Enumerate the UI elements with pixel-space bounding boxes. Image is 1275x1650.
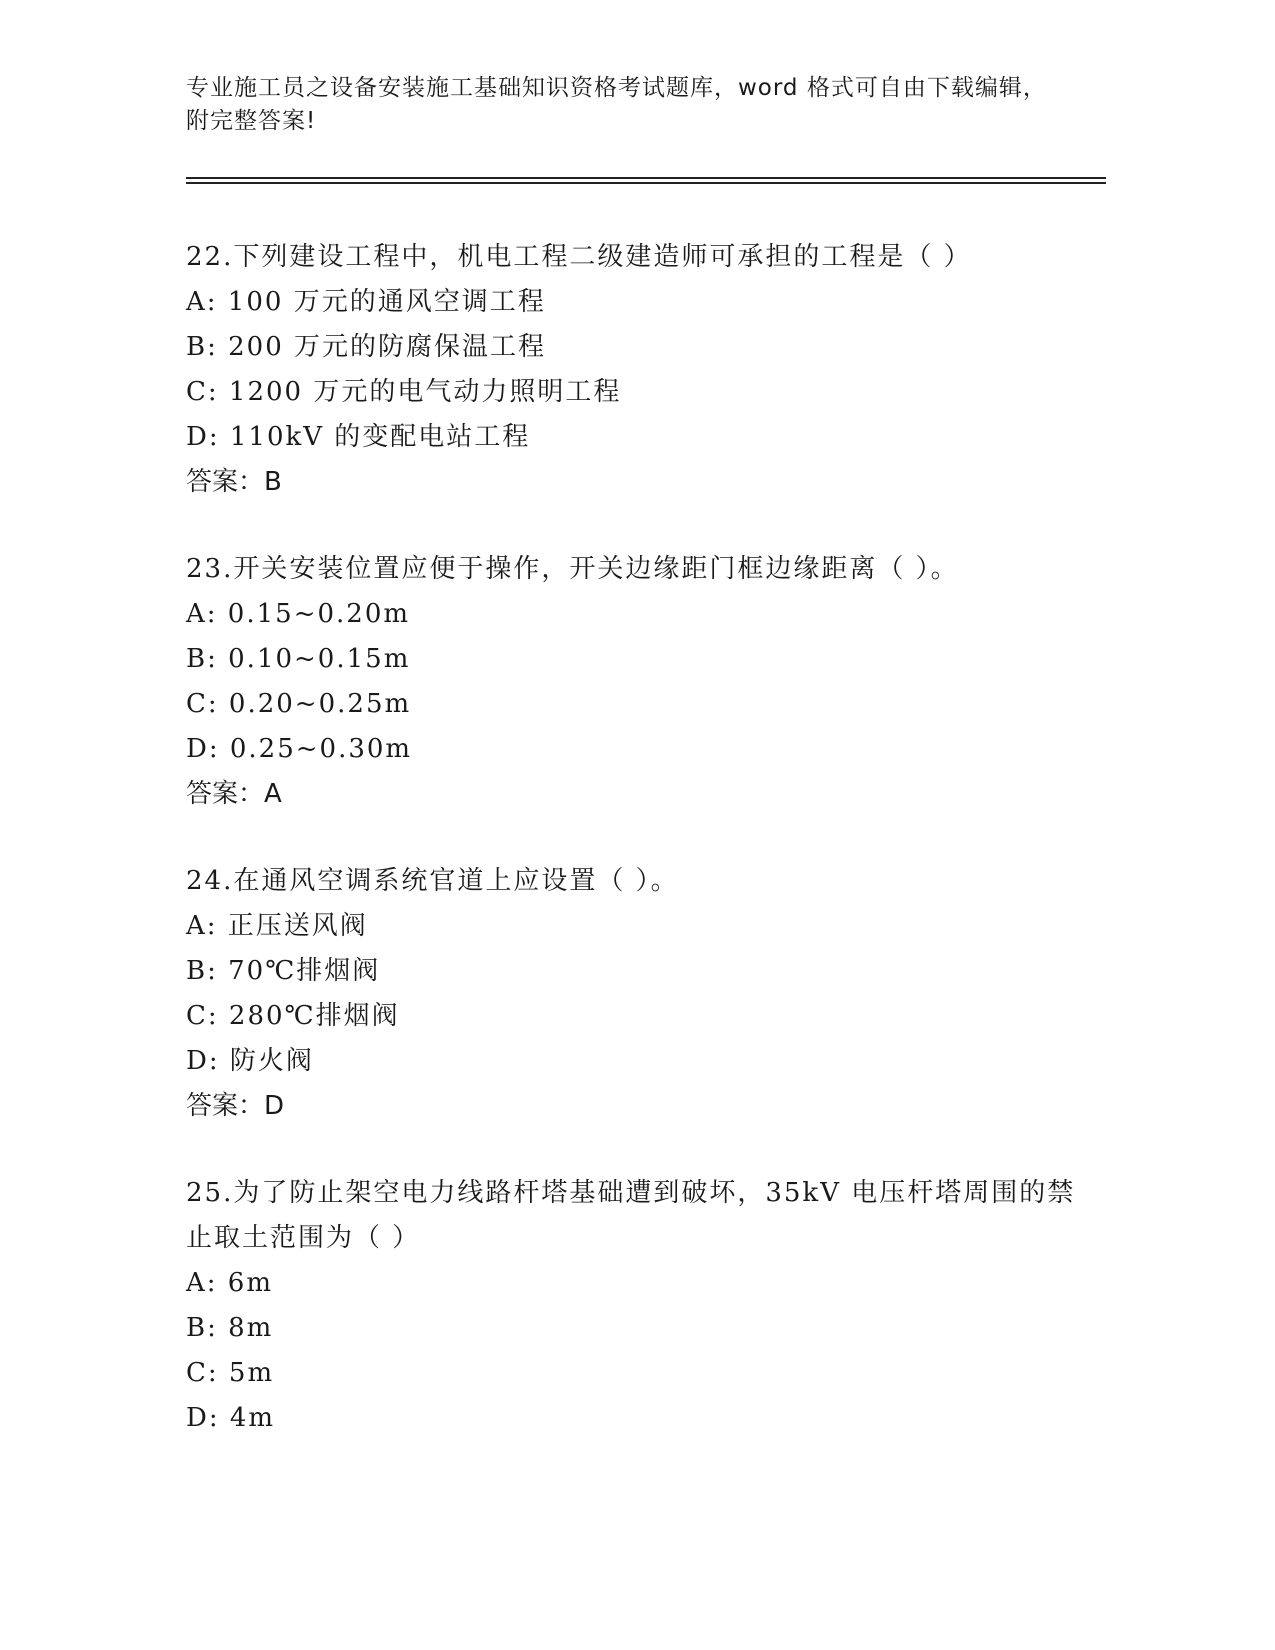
option-d: D: 4m [186,1403,276,1433]
option-c: C: 280℃排烟阀 [186,1001,400,1031]
option-d: D: 110kV 的变配电站工程 [186,422,531,452]
question-stem: 22.下列建设工程中，机电工程二级建造师可承担的工程是（ ） [186,242,972,272]
option-d: D: 0.25~0.30m [186,734,413,764]
option-b: B: 70℃排烟阀 [186,956,381,986]
option-b: B: 200 万元的防腐保温工程 [186,332,547,362]
option-a: A: 100 万元的通风空调工程 [186,287,546,317]
question-stem-continued: 止取土范围为（ ） [186,1223,421,1253]
header-line-2: 附完整答案! [186,108,317,134]
question-list [186,235,1086,1483]
header-divider-top [186,177,1106,179]
option-d: D: 防火阀 [186,1046,314,1076]
answer: 答案：B [186,467,282,497]
question-stem: 23.开关安装位置应便于操作，开关边缘距门框边缘距离（ ）。 [186,554,959,584]
option-b: B: 0.10~0.15m [186,644,411,674]
option-a: A: 0.15~0.20m [186,599,411,629]
header-line-1: 专业施工员之设备安装施工基础知识资格考试题库，word 格式可自由下载编辑， [186,75,1047,101]
option-c: C: 5m [186,1358,275,1388]
question-25 [186,1171,1086,1441]
option-c: C: 0.20~0.25m [186,689,412,719]
option-a: A: 6m [186,1268,273,1298]
header-divider-bottom [186,182,1106,184]
answer: 答案：A [186,779,282,809]
option-a: A: 正压送风阀 [186,911,368,941]
question-stem: 24.在通风空调系统官道上应设置（ ）。 [186,866,679,896]
option-b: B: 8m [186,1313,274,1343]
option-c: C: 1200 万元的电气动力照明工程 [186,377,622,407]
question-24 [186,859,1086,1129]
question-23 [186,547,1086,817]
question-22 [186,235,1086,505]
question-stem: 25.为了防止架空电力线路杆塔基础遭到破坏，35kV 电压杆塔周围的禁 [186,1178,1076,1208]
document-header [186,72,1086,138]
answer: 答案：D [186,1091,285,1121]
